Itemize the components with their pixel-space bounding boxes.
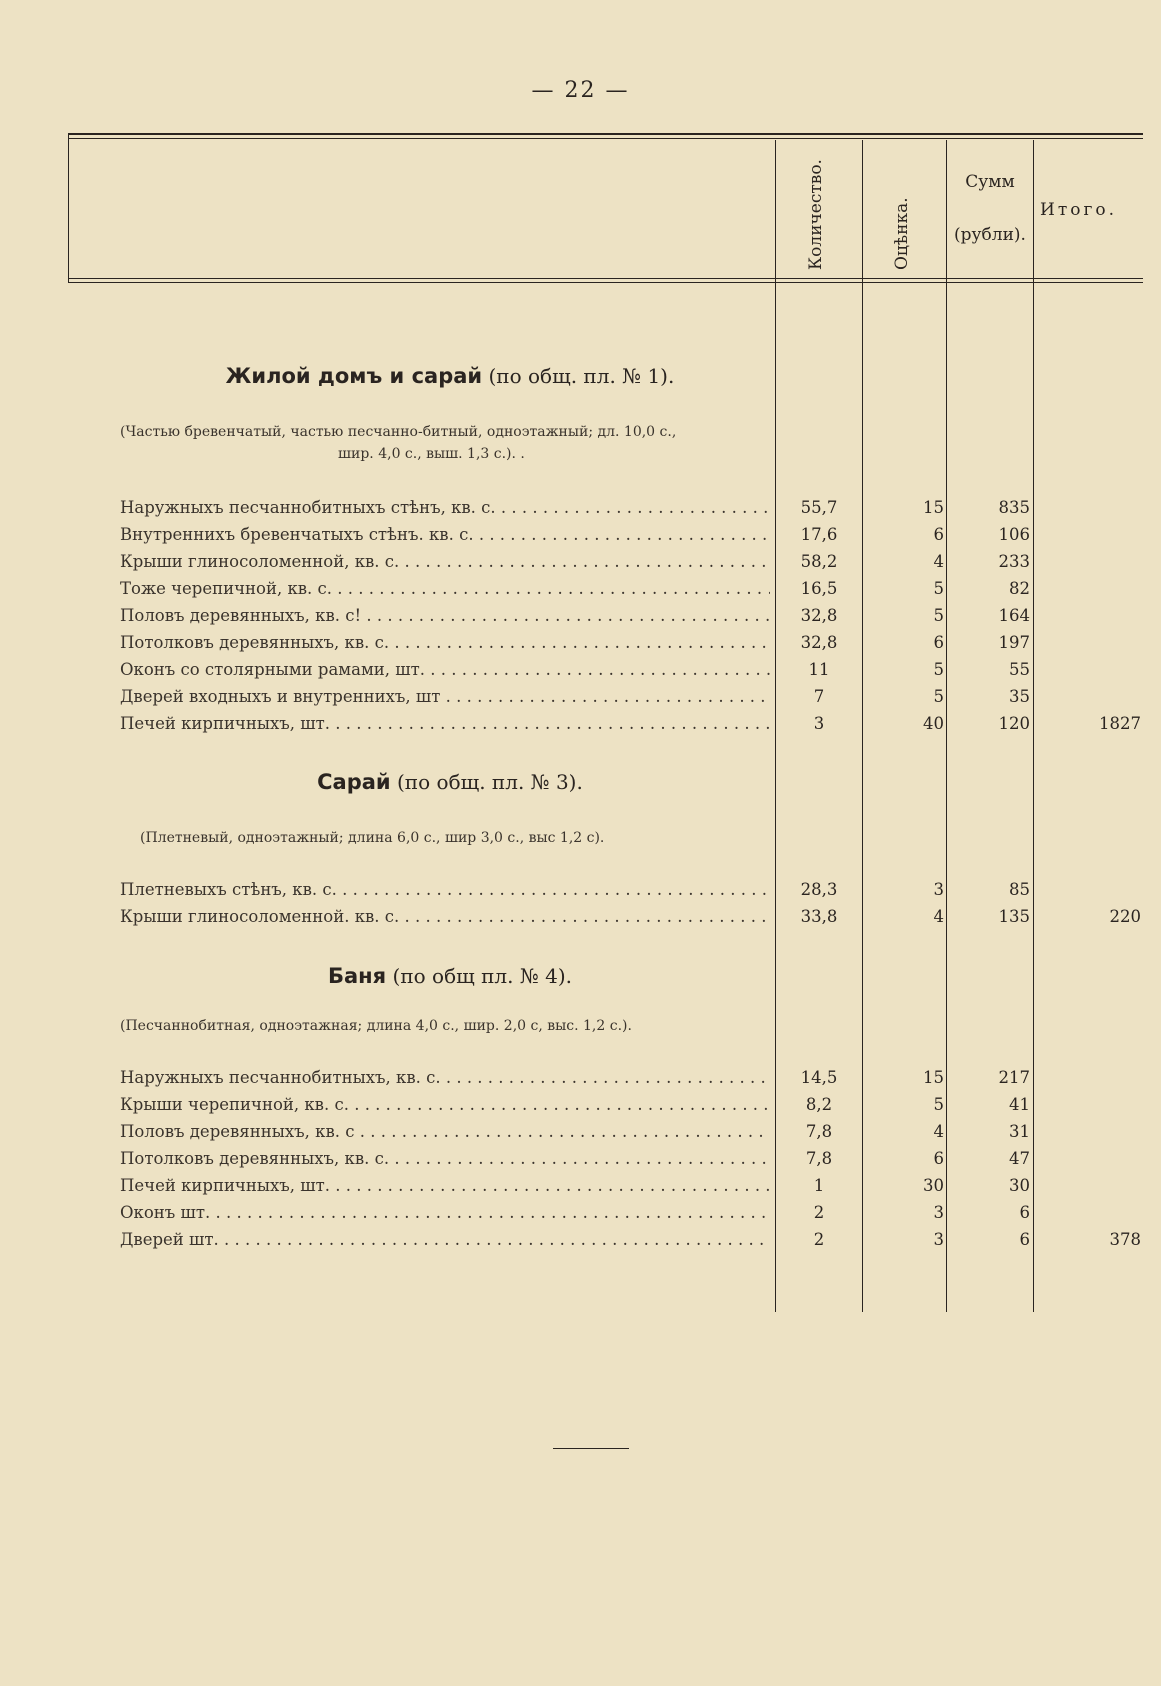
row-sum: 835 <box>998 498 1030 517</box>
row-quantity: 17,6 <box>800 525 838 544</box>
section-title-rest: (по общ. пл. № 1). <box>488 364 675 388</box>
header-bottom-rule <box>68 278 1143 279</box>
row-sum: 47 <box>1009 1149 1030 1168</box>
row-quantity: 32,8 <box>800 633 838 652</box>
row-rating: 40 <box>923 714 944 733</box>
row-rating: 3 <box>933 1203 944 1222</box>
table-row <box>0 714 1161 740</box>
row-quantity: 32,8 <box>800 606 838 625</box>
table-top-rule <box>68 133 1143 135</box>
row-label: Потолковъ деревянныхъ, кв. с. . . . <box>120 1149 770 1168</box>
row-total: 220 <box>1109 907 1141 926</box>
row-sum: 135 <box>998 907 1030 926</box>
row-sum: 233 <box>998 552 1030 571</box>
section-title-bold: Сарай <box>317 770 391 794</box>
row-rating: 5 <box>933 606 944 625</box>
row-rating: 5 <box>933 579 944 598</box>
closing-rule <box>553 1448 629 1449</box>
row-total: 1827 <box>1099 714 1141 733</box>
row-quantity: 14,5 <box>800 1068 838 1087</box>
table-row <box>0 525 1161 551</box>
section-title-bold: Жилой домъ и сарай <box>225 364 483 388</box>
row-quantity: 8,2 <box>805 1095 833 1114</box>
row-sum: 30 <box>1009 1176 1030 1195</box>
table-row <box>0 579 1161 605</box>
row-rating: 15 <box>923 1068 944 1087</box>
header-total: Итого. <box>1040 200 1118 220</box>
row-rating: 5 <box>933 660 944 679</box>
section-description-line1: (Песчаннобитная, одноэтажная; длина 4,0 с., шир. 2,0 с, выс. 1,2 с.). <box>120 1018 632 1034</box>
row-label: Крыши глиносоломенной, кв. с. . . . <box>120 552 770 571</box>
table-row <box>0 1203 1161 1229</box>
section-description-line1: (Плетневый, одноэтажный; длина 6,0 с., шир 3,0 с., выс 1,2 с). <box>140 830 605 846</box>
row-quantity: 11 <box>808 660 830 679</box>
row-rating: 3 <box>933 880 944 899</box>
row-sum: 35 <box>1009 687 1030 706</box>
row-rating: 15 <box>923 498 944 517</box>
row-rating: 4 <box>933 552 944 571</box>
row-sum: 41 <box>1009 1095 1030 1114</box>
row-label: Половъ деревянныхъ, кв. с! . . . <box>120 606 770 625</box>
row-sum: 120 <box>998 714 1030 733</box>
row-label: Печей кирпичныхъ, шт. . . . <box>120 1176 770 1195</box>
header-quantity: Количество. <box>806 159 826 270</box>
section-title-barn <box>120 770 780 794</box>
section-title-house <box>120 364 780 388</box>
row-quantity: 1 <box>813 1176 825 1195</box>
row-label: Потолковъ деревянныхъ, кв. с. . . . <box>120 633 770 652</box>
table-row <box>0 1176 1161 1202</box>
row-quantity: 7 <box>813 687 825 706</box>
row-label: Дверей входныхъ и внутреннихъ, шт . . . <box>120 687 770 706</box>
row-label: Печей кирпичныхъ, шт. . . . <box>120 714 770 733</box>
left-border <box>68 133 69 283</box>
table-row <box>0 907 1161 933</box>
row-sum: 197 <box>998 633 1030 652</box>
row-label: Внутреннихъ бревенчатыхъ стѣнъ. кв. с. . . . <box>120 525 770 544</box>
row-rating: 6 <box>933 633 944 652</box>
table-row <box>0 1095 1161 1121</box>
row-label: Крыши черепичной, кв. с. . . . <box>120 1095 770 1114</box>
row-quantity: 58,2 <box>800 552 838 571</box>
row-sum: 85 <box>1009 880 1030 899</box>
row-rating: 4 <box>933 1122 944 1141</box>
row-rating: 6 <box>933 525 944 544</box>
section-description-line2: шир. 4,0 с., выш. 1,3 с.). . <box>338 446 525 462</box>
row-sum: 217 <box>998 1068 1030 1087</box>
section-description-line1: (Частью бревенчатый, частью песчанно-битный, одноэтажный; дл. 10,0 с., <box>120 424 677 440</box>
table-row <box>0 1149 1161 1175</box>
row-quantity: 55,7 <box>800 498 838 517</box>
row-rating: 3 <box>933 1230 944 1249</box>
header-bottom-rule-thin <box>68 282 1143 283</box>
row-label: Тоже черепичной, кв. с. . . . <box>120 579 770 598</box>
header-rating: Оцѣнка. <box>892 197 912 270</box>
row-rating: 6 <box>933 1149 944 1168</box>
section-title-bathhouse <box>120 964 780 988</box>
row-quantity: 16,5 <box>800 579 838 598</box>
row-total: 378 <box>1109 1230 1141 1249</box>
table-row <box>0 552 1161 578</box>
row-sum: 31 <box>1009 1122 1030 1141</box>
row-sum: 6 <box>1019 1230 1030 1249</box>
row-quantity: 7,8 <box>805 1122 833 1141</box>
row-quantity: 3 <box>813 714 825 733</box>
section-title-rest: (по общ пл. № 4). <box>392 964 572 988</box>
section-title-bold: Баня <box>327 964 387 988</box>
row-sum: 164 <box>998 606 1030 625</box>
table-row <box>0 880 1161 906</box>
row-label: Наружныхъ песчаннобитныхъ стѣнъ, кв. с. . . . <box>120 498 770 517</box>
row-rating: 4 <box>933 907 944 926</box>
row-sum: 82 <box>1009 579 1030 598</box>
row-label: Оконъ со столярными рамами, шт. . . . <box>120 660 770 679</box>
page-number: — 22 — <box>531 78 630 103</box>
row-label: Плетневыхъ стѣнъ, кв. с. . . . <box>120 880 770 899</box>
row-label: Оконъ шт. . . . <box>120 1203 770 1222</box>
section-title-rest: (по общ. пл. № 3). <box>397 770 583 794</box>
table-row <box>0 687 1161 713</box>
table-row <box>0 498 1161 524</box>
row-quantity: 7,8 <box>805 1149 833 1168</box>
table-row <box>0 1230 1161 1256</box>
row-label: Половъ деревянныхъ, кв. с . . . <box>120 1122 770 1141</box>
table-row <box>0 1068 1161 1094</box>
row-rating: 5 <box>933 687 944 706</box>
row-quantity: 2 <box>813 1230 825 1249</box>
table-row <box>0 660 1161 686</box>
row-label: Дверей шт. . . . <box>120 1230 770 1249</box>
row-rating: 30 <box>923 1176 944 1195</box>
row-quantity: 28,3 <box>800 880 838 899</box>
table-row <box>0 606 1161 632</box>
table-top-rule-thin <box>68 138 1143 139</box>
row-quantity: 33,8 <box>800 907 838 926</box>
row-label: Крыши глиносоломенной. кв. с. . . . <box>120 907 770 926</box>
row-sum: 106 <box>998 525 1030 544</box>
table-row <box>0 1122 1161 1148</box>
row-sum: 55 <box>1009 660 1030 679</box>
table-row <box>0 633 1161 659</box>
row-label: Наружныхъ песчаннобитныхъ, кв. с. . . . <box>120 1068 770 1087</box>
row-quantity: 2 <box>813 1203 825 1222</box>
header-sum-line1: Сумм <box>965 172 1015 192</box>
row-rating: 5 <box>933 1095 944 1114</box>
header-sum-line2: (рубли). <box>954 225 1026 245</box>
row-sum: 6 <box>1019 1203 1030 1222</box>
